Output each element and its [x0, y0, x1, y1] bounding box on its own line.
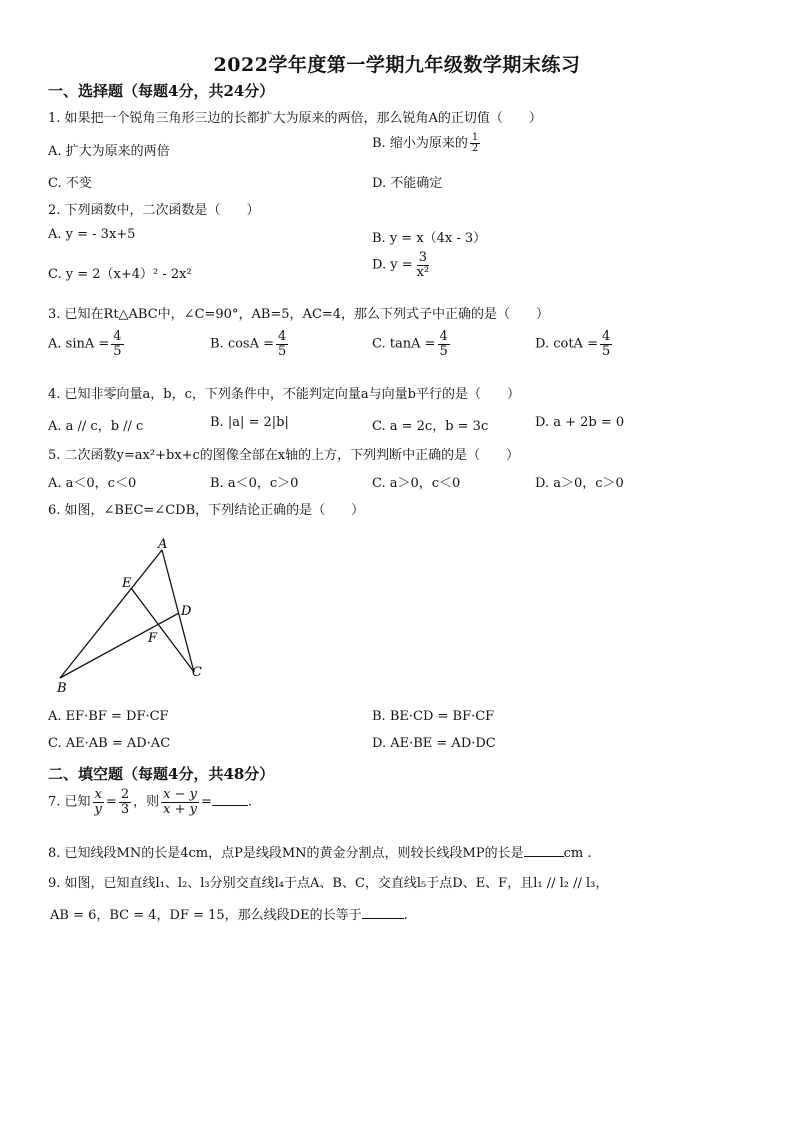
section-heading-fill: 二、填空题（每题4分，共48分） — [48, 765, 275, 783]
label-b: B — [57, 681, 67, 696]
section-heading-choice: 一、选择题（每题4分，共24分） — [48, 82, 275, 100]
answer-blank[interactable] — [212, 805, 248, 806]
numerator: x — [94, 787, 102, 802]
question-7 — [48, 788, 252, 816]
question-5-option-a: A. a＜0，c＜0 — [48, 476, 137, 491]
question-3-option-b — [210, 330, 290, 358]
question-5-option-b: B. a＜0，c＞0 — [210, 476, 299, 491]
numerator: 4 — [278, 329, 287, 344]
label-d: D — [181, 604, 192, 619]
question-9-line-1: 9. 如图，已知直线l₁、l₂、l₃分别交直线l₄于点A、B、C，交直线l₅于点D、E、F，且l₁ // l₂ // l₃， — [48, 876, 609, 891]
equals-sign: = — [105, 794, 117, 810]
question-5-option-c: C. a＞0，c＜0 — [372, 476, 461, 491]
question-4-option-c: C. a = 2c，b = 3c — [372, 419, 489, 434]
segment-ec — [131, 588, 194, 672]
question-1-stem: 1. 如果把一个锐角三角形三边的长都扩大为原来的两倍，那么锐角A的正切值（ ） — [48, 111, 542, 126]
fraction — [415, 251, 432, 279]
option-d-text: D. cotA = — [535, 336, 598, 352]
geometry-figure — [40, 530, 230, 700]
denominator: 5 — [439, 343, 448, 359]
question-9-line-2 — [50, 904, 408, 923]
question-1-option-d: D. 不能确定 — [372, 176, 443, 191]
question-8-text: 8. 已知线段MN的长是4cm，点P是线段MN的黄金分割点，则较长线段MP的长是 — [48, 846, 524, 861]
question-5-stem: 5. 二次函数y=ax²+bx+c的图像全部在x轴的上方，下列判断中正确的是（ ） — [48, 448, 520, 463]
denominator: x² — [416, 264, 430, 280]
question-6-option-d: D. AE·BE = AD·DC — [372, 736, 496, 751]
fraction — [600, 330, 612, 358]
segment-ab — [60, 550, 162, 678]
answer-blank[interactable] — [362, 918, 404, 919]
option-a-text: A. sinA = — [48, 336, 110, 352]
fraction — [470, 133, 480, 155]
question-6-option-a: A. EF·BF = DF·CF — [48, 709, 169, 724]
question-4-option-b: B. |a| = 2|b| — [210, 415, 289, 430]
question-4-option-d: D. a + 2b = 0 — [535, 415, 625, 430]
numerator: 1 — [471, 131, 479, 143]
fraction-2-over-3 — [119, 788, 131, 816]
question-5-option-d: D. a＞0，c＞0 — [535, 476, 624, 491]
question-3-option-c — [372, 330, 452, 358]
numerator: 4 — [113, 329, 122, 344]
denominator: y — [94, 801, 102, 817]
question-8-unit: cm . — [563, 846, 592, 861]
denominator: x + y — [163, 801, 197, 817]
question-9-text: AB = 6，BC = 4，DF = 15，那么线段DE的长等于 — [50, 908, 362, 923]
label-f: F — [148, 631, 158, 646]
label-c: C — [192, 665, 202, 680]
option-b-text: B. cosA = — [210, 336, 275, 352]
page-title: 2022学年度第一学期九年级数学期末练习 — [213, 54, 581, 76]
denominator: 3 — [120, 801, 130, 817]
option-b-text: B. 缩小为原来的 — [372, 136, 468, 151]
question-6-option-c: C. AE·AB = AD·AC — [48, 736, 171, 751]
denominator: 5 — [113, 343, 122, 359]
denominator: 2 — [471, 143, 479, 154]
question-4-option-a: A. a // c，b // c — [48, 419, 144, 434]
question-2-option-c: C. y = 2（x+4）² - 2x² — [48, 267, 192, 282]
numerator: x − y — [163, 787, 197, 802]
fraction — [276, 330, 288, 358]
question-6-stem: 6. 如图，∠BEC=∠CDB，下列结论正确的是（ ） — [48, 503, 365, 518]
question-1-option-a: A. 扩大为原来的两倍 — [48, 144, 170, 159]
question-3-option-a — [48, 330, 126, 358]
numerator: 4 — [439, 329, 448, 344]
question-2-option-b: B. y = x（4x - 3） — [372, 231, 487, 246]
question-2-option-a: A. y = - 3x+5 — [48, 227, 136, 242]
denominator: 5 — [601, 343, 611, 359]
period: . — [247, 794, 252, 810]
question-6-option-b: B. BE·CD = BF·CF — [372, 709, 495, 724]
question-1-option-b — [372, 132, 482, 155]
denominator: 5 — [278, 343, 287, 359]
question-3-stem: 3. 已知在Rt△ABC中，∠C=90°，AB=5，AC=4，那么下列式子中正确的是（ ） — [48, 307, 550, 322]
question-2-stem: 2. 下列函数中，二次函数是（ ） — [48, 203, 260, 218]
numerator: 4 — [601, 329, 611, 344]
question-4-stem: 4. 已知非零向量a，b，c，下列条件中，不能判定向量a与向量b平行的是（ ） — [48, 387, 520, 402]
fraction — [111, 330, 123, 358]
answer-blank[interactable] — [524, 856, 564, 857]
question-1-option-c: C. 不变 — [48, 176, 92, 191]
segment-bd — [60, 613, 179, 678]
question-8 — [48, 842, 591, 861]
label-e: E — [122, 576, 132, 591]
question-7-prefix: 7. 已知 — [48, 794, 91, 810]
numerator: 2 — [120, 787, 130, 802]
question-3-option-d — [535, 330, 614, 358]
numerator: 3 — [418, 250, 427, 265]
question-2-option-d — [372, 251, 433, 279]
label-a: A — [158, 537, 168, 552]
option-c-text: C. tanA = — [372, 336, 436, 352]
period: . — [403, 908, 408, 923]
option-d-text: D. y = — [372, 257, 413, 273]
fraction — [438, 330, 450, 358]
fraction-expression — [161, 788, 199, 816]
question-7-mid: ，则 — [133, 794, 160, 810]
fraction-x-over-y — [93, 788, 104, 816]
equals-sign: = — [200, 794, 212, 810]
